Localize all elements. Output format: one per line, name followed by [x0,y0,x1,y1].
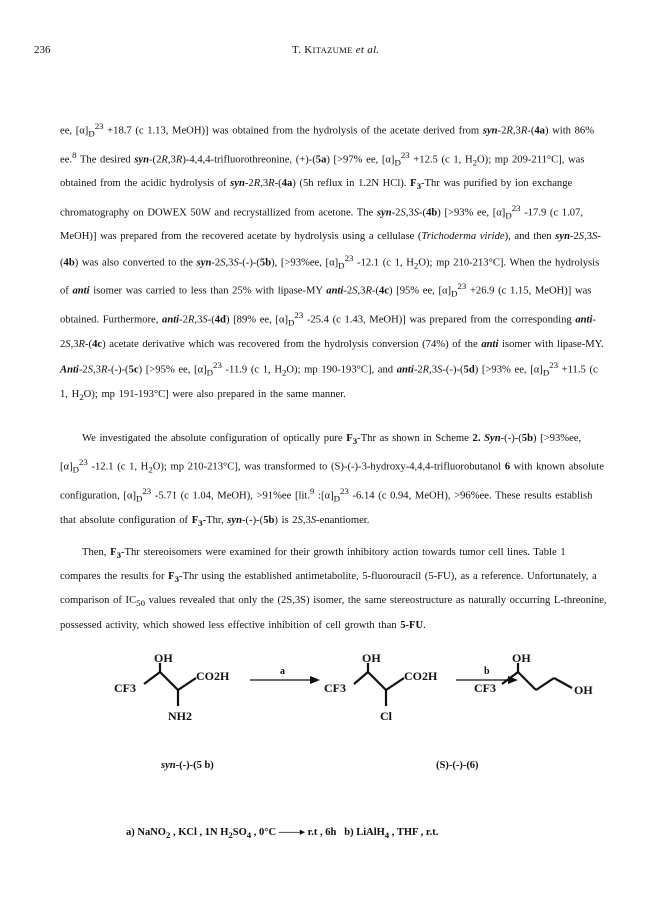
label-left: syn-(-)-(5 b) [161,760,214,771]
paragraph-2: We investigated the absolute configuration of optically pure $F_3$-Thr as shown in Scheme 2. Syn-(-)-(5b) [>93%ee, $[\alpha]_D^{23}$ -12.1 (c 1, $H_2O$); mp 210-213°C], was transformed to (S)-(-)-3-hydroxy-4,4,4-trifluorobutanol 6 with known absolute configuration, $[\alpha]_D^{23}$ -5.71 (c 1.04, MeOH), >91%ee [lit.$^9$ $:[\alpha]_D^{23}$ -6.14 (c 0.94, MeOH), >96%ee. These results establish that absolute configuration of $F_3$-Thr, syn-(-)-(5b) is 2S,3S-enantiomer. [60,433,604,528]
label-right: (S)-(-)-(6) [436,760,479,771]
m3-oh-terminal: OH [574,683,593,697]
running-head: T. KITAZUME et al. [292,44,380,56]
m2-cf3: CF3 [324,681,346,695]
m1-cf3: CF3 [114,681,136,695]
arrow-a-head [310,676,320,684]
molecule-6-labels [470,648,650,758]
m1-oh: OH [154,651,173,665]
m2-oh: OH [362,651,381,665]
arrow-a-label: a [280,666,285,677]
molecule-5b [144,663,196,706]
m2-co2h: CO2H [404,669,438,683]
page-number: 236 [34,44,51,56]
m2-cl: Cl [380,709,392,723]
arrow-b-label: b [484,666,490,677]
m3-oh: OH [512,651,531,665]
reaction-conditions: a) NaNO$_2$ , KCl , 1N $H_2SO_4$ , 0°C ——▸ r.t , 6h b) LiAlH$_4$ , THF , r.t. [126,827,439,841]
m1-co2h: CO2H [196,669,230,683]
paragraph-3: Then, $F_3$-Thr stereoisomers were examined for their growth inhibitory action towards tumor cell lines. Table 1 compares the results for $F_3$-Thr using the established antimetabolite, 5-fluorouracil (5-FU), as a reference. Unfortunately, a comparison of $IC_{50}$ values revealed that only the (2S,3S) isomer, the same stereostructure as naturally occurring L-threonine, possessed activity, which showed less effective inhibition of cell growth than 5-FU. [60,547,607,631]
paragraph-1: ee, $[\alpha]_D^{23} +18.7$ (c 1.13, MeOH)] was obtained from the hydrolysis of the acetate derived from syn-2R,3R-(4a) with 86% ee.$^8$ The desired syn-(2R,3R)-4,4,4-trifluorothreonine, (+)-(5a) [>97% ee, $[\alpha]_D^{23} +12.5$ (c 1, $H_2O$); mp 209-211°C], was obtained from the acidic hydrolysis of syn-2R,3R-(4a) (5h reflux in 1.2N HCl). $F_3$-Thr was purified by ion exchange chromatography on DOWEX 50W and recrystallized from acetone. The syn-2S,3S-(4b) [>93% ee, $[\alpha]_D^{23}$ -17.9 (c 1.07, MeOH)] was prepared from the recovered acetate by hydrolysis using a cellulase (Trichoderma viride), and then syn-2S,3S-(4b) was also converted to the syn-2S,3S-(-)-(5b), [>93%ee, $[\alpha]_D^{23}$ -12.1 (c 1, $H_2O$); mp 210-213°C]. When the hydrolysis of anti isomer was carried to less than 25% with lipase-MY anti-2S,3R-(4c) [95% ee, $[\alpha]_D^{23} +26.9$ (c 1.15, MeOH)] was obtained. Furthermore, anti-2R,3S-(4d) [89% ee, $[\alpha]_D^{23}$ -25.4 (c 1.43, MeOH)] was prepared from the corresponding anti-2S,3R-(4c) acetate derivative which was recovered from the hydrolysis conversion (74%) of the anti isomer with lipase-MY. Anti-2S,3R-(-)-(5c) [>95% ee, $[\alpha]_D^{23}$ -11.9 (c 1, $H_2O$); mp 190-193°C], and anti-2R,3S-(-)-(5d) [>93% ee, $[\alpha]_D^{23} +11.5$ (c 1, $H_2O$); mp 191-193°C] were also prepared in the same manner. [60,121,604,402]
m3-cf3: CF3 [474,681,496,695]
molecule-chloro [354,663,404,706]
m1-nh2: NH2 [168,709,192,723]
